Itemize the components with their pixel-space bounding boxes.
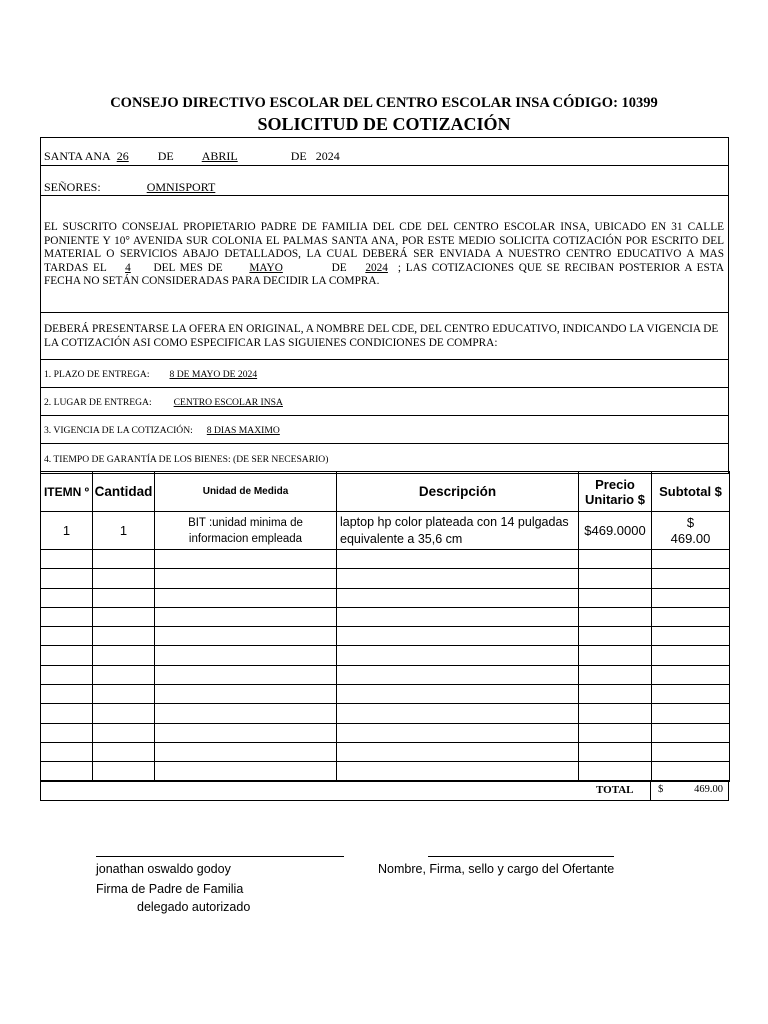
row-subtotal: $ 469.00 [652,512,730,550]
table-row [41,762,730,781]
header-quantity: Cantidad [93,472,155,512]
header-item: ITEMN º [41,472,93,512]
addressee-value: OMNISPORT [146,180,216,194]
table-row [41,665,730,684]
place-label: SANTA ANA [44,149,111,163]
total-label: TOTAL [596,784,634,796]
row-unit-price: $469.0000 [579,512,652,550]
condition-delivery-time [41,360,728,388]
header-unit: Unidad de Medida [155,472,337,512]
condition-validity [41,416,728,444]
supplier-signature-label: Nombre, Firma, sello y cargo del Ofertante [378,862,615,876]
deadline-day: 4 [125,261,131,274]
condition-label: 3. VIGENCIA DE LA COTIZACIÓN: [44,425,193,436]
table-row [41,607,730,626]
header-unit-price: Precio Unitario $ [579,472,652,512]
table-row [41,550,730,569]
signer-name: jonathan oswaldo godoy [96,862,231,876]
condition-value: CENTRO ESCOLAR INSA [173,397,283,408]
table-row [41,723,730,742]
table-row [41,742,730,761]
deadline-month: MAYO [249,261,283,274]
condition-value: 8 DIAS MAXIMO [206,425,280,436]
row-description: laptop hp color plateada con 14 pulgadas equivalente a 35,6 cm [337,512,579,550]
header-description: Descripción [337,472,579,512]
total-value: 469.00 [694,784,723,795]
signer-role: Firma de Padre de Familia [96,882,244,896]
date-de-1: DE [157,149,174,163]
total-divider [650,780,651,801]
items-table [40,471,730,782]
table-row [41,627,730,646]
paragraph-text-d: ; LAS COTIZACIONES QUE SE RECIBAN POSTERIOR A ESTA FECHA NO SETÁN CONSIDERADAS PARA DECIDIR LA COMPRA. [44,261,724,287]
council-header: CONSEJO DIRECTIVO ESCOLAR DEL CENTRO ESCOLAR INSA CÓDIGO: 10399 [110,95,658,111]
table-row [41,704,730,723]
paragraph-text-c: DE [331,261,347,274]
header-subtotal: Subtotal $ [652,472,730,512]
condition-value: 8 DE MAYO DE 2024 [169,369,258,380]
total-row [40,780,729,801]
conditions-text: DEBERÁ PRESENTARSE LA OFERA EN ORIGINAL, A NOMBRE DEL CDE, DEL CENTRO EDUCATIVO, INDICANDO LA VIGENCIA DE LA COTIZACIÓN ASI COMO ESPECIFICAR LAS SIGUIENES CONDICIONES DE COMPRA: [44,323,719,349]
table-row [41,646,730,665]
total-currency: $ [658,784,664,795]
addressee-label: SEÑORES: [44,180,101,194]
date-day: 26 [116,149,129,163]
condition-label: 4. TIEMPO DE GARANTÍA DE LOS BIENES: (DE SER NECESARIO) [44,454,329,465]
page-title: SOLICITUD DE COTIZACIÓN [257,114,511,134]
table-header-row [41,472,730,512]
table-row [41,569,730,588]
deadline-year: 2024 [365,261,388,274]
row-quantity: 1 [93,512,155,550]
request-form [40,137,729,474]
date-year: 2024 [315,149,340,163]
paragraph-text-b: DEL MES DE [153,261,223,274]
request-paragraph [41,196,728,313]
date-de-2: DE [290,149,307,163]
table-row [41,685,730,704]
row-unit: BIT :unidad minima de informacion empleada [155,512,337,550]
signer-role-detail: delegado autorizado [137,900,251,914]
row-item: 1 [41,512,93,550]
date-row [41,138,728,166]
table-row [41,588,730,607]
parent-signature-line [96,856,344,857]
condition-warranty [41,444,728,473]
supplier-signature-line [428,856,614,857]
condition-label: 2. LUGAR DE ENTREGA: [44,397,152,408]
conditions-paragraph [41,313,728,360]
paragraph-text-a: EL SUSCRITO CONSEJAL PROPIETARIO PADRE DE FAMILIA DEL CDE DEL CENTRO ESCOLAR INSA, UBICADO EN 31 CALLE PONIENTE Y 10° AVENIDA SUR COLONIA EL PALMAS SANTA ANA, POR ESTE MEDIO SOLICITA COTIZACIÓN POR ESCRITO DEL MATERIAL O SERVICIOS ABAJO DETALLADOS, LA CUAL DEBERÁ SER ENVIADA A NUESTRO CENTRO EDUCATIVO A MAS TARDAS EL [44,221,724,274]
condition-delivery-place [41,388,728,416]
table-row [41,512,730,550]
addressee-row [41,166,728,196]
date-month: ABRIL [201,149,238,163]
condition-label: 1. PLAZO DE ENTREGA: [44,369,150,380]
